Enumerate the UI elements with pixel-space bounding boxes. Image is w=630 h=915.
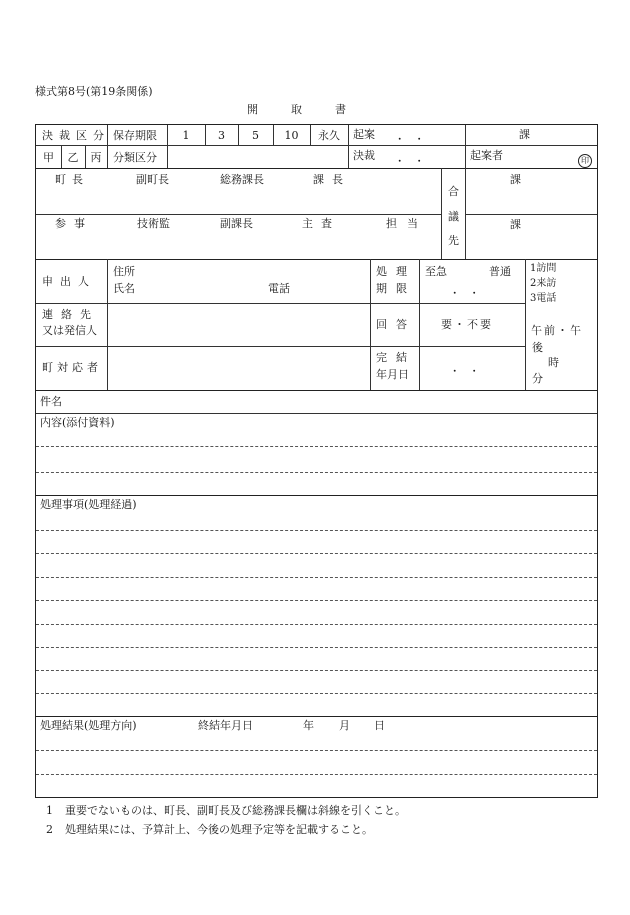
visit-houmon[interactable]: 1訪問 [530,263,557,274]
kenmei-label: 件名 [40,395,62,408]
rule-contact [36,346,525,347]
ka-label-top: 課 [519,128,530,141]
hozon-kigen-label: 保存期限 [113,129,157,142]
shori-label-2: 期限 [376,282,416,295]
bunrui-kubun-label: 分類区分 [113,151,157,164]
responder-label: 町対応者 [42,361,102,374]
kian-label: 起案 [353,128,375,141]
kian-date[interactable]: ．． [398,129,443,142]
naiyou-label: 内容(添付資料) [40,416,115,429]
period-3[interactable]: 3 [218,129,225,142]
approver-tantou: 担当 [386,217,428,230]
address-label: 住所 [113,265,135,278]
approver-shusa: 主査 [302,217,340,230]
shori-label-1: 処理 [376,265,416,278]
approver-soumu-kachou: 総務課長 [220,173,264,186]
note-2-number: 2 [46,823,53,836]
aigi-char-1: 合 [448,185,459,198]
kessai-date[interactable]: ．． [398,151,443,164]
note-2-text: 処理結果には、予算計上、今後の処理予定等を記載すること。 [65,823,373,836]
visit-raihou[interactable]: 2来訪 [530,278,557,289]
kiansha-label: 起案者 [470,149,503,162]
name-label: 氏名 [113,282,135,295]
shori-kekka-label: 処理結果(処理方向) [40,719,137,732]
rule-row2 [36,168,597,169]
fun-label: 分 [532,372,543,385]
period-5[interactable]: 5 [252,129,259,142]
aigi-char-2: 議 [448,210,459,223]
aigi-ka-2: 課 [510,218,521,231]
rule-naiyou [36,495,597,496]
phone-label: 電話 [268,282,290,295]
approver-kachou: 課長 [313,173,351,186]
hi-label: 日 [374,719,385,732]
futsu-option[interactable]: 普通 [489,265,511,278]
rule-row1 [36,145,597,146]
otsu-option[interactable]: 乙 [67,151,79,164]
shuketsu-label: 終結年月日 [198,719,253,732]
approver-fukuchouchou: 副町長 [136,173,169,186]
kanketsu-label-1: 完結 [376,351,416,364]
rule-kenmei [36,413,597,414]
kessai-kubun-label: 決裁区分 [42,129,110,142]
rule-approval-bottom [36,259,597,260]
nen-label: 年 [303,719,314,732]
period-eikyu[interactable]: 永久 [318,129,340,142]
approver-gijutsukan: 技術監 [137,217,170,230]
contact-label-1: 連絡先 [42,308,99,321]
seal-icon: 印 [578,154,592,168]
kou-option[interactable]: 甲 [43,151,54,164]
aigi-ka-1: 課 [510,173,521,186]
approver-fukukachou: 副課長 [220,217,253,230]
visit-denwa[interactable]: 3電話 [530,293,557,304]
kaitou-label: 回答 [376,318,416,331]
shori-jikou-label: 処理事項(処理経過) [40,498,137,511]
period-10[interactable]: 10 [284,129,299,142]
rule-applicant [36,303,525,304]
tsuki-label: 月 [339,719,350,732]
form-title: 開 取 書 [247,103,346,116]
rule-aigi [465,214,597,215]
approver-sanji: 参事 [55,217,93,230]
am-pm-options[interactable]: 午前・午 [531,324,583,337]
ji-label: 時 [548,356,559,369]
rule-approvers [36,214,441,215]
kanketsu-label-2: 年月日 [376,368,409,381]
shori-date[interactable]: ．． [453,283,498,296]
kessai-label: 決裁 [353,149,375,162]
kaitou-options[interactable]: 要・不要 [441,318,493,331]
form-number: 様式第8号(第19条関係) [35,85,153,98]
go-label: 後 [532,341,543,354]
aigi-char-3: 先 [448,234,459,247]
rule-responder [36,390,597,391]
kanketsu-date[interactable]: ．． [453,361,498,374]
note-1-text: 重要でないものは、町長、副町長及び総務課長欄は斜線を引くこと。 [65,804,406,817]
note-1-number: 1 [46,804,53,817]
applicant-label: 申出人 [42,275,96,288]
rule-shori-jikou [36,716,597,717]
approver-chouchou: 町長 [55,173,89,186]
shikyu-option[interactable]: 至急 [425,265,447,278]
period-1[interactable]: 1 [182,129,190,142]
hei-option[interactable]: 丙 [90,151,102,164]
contact-label-2: 又は発信人 [42,324,97,337]
